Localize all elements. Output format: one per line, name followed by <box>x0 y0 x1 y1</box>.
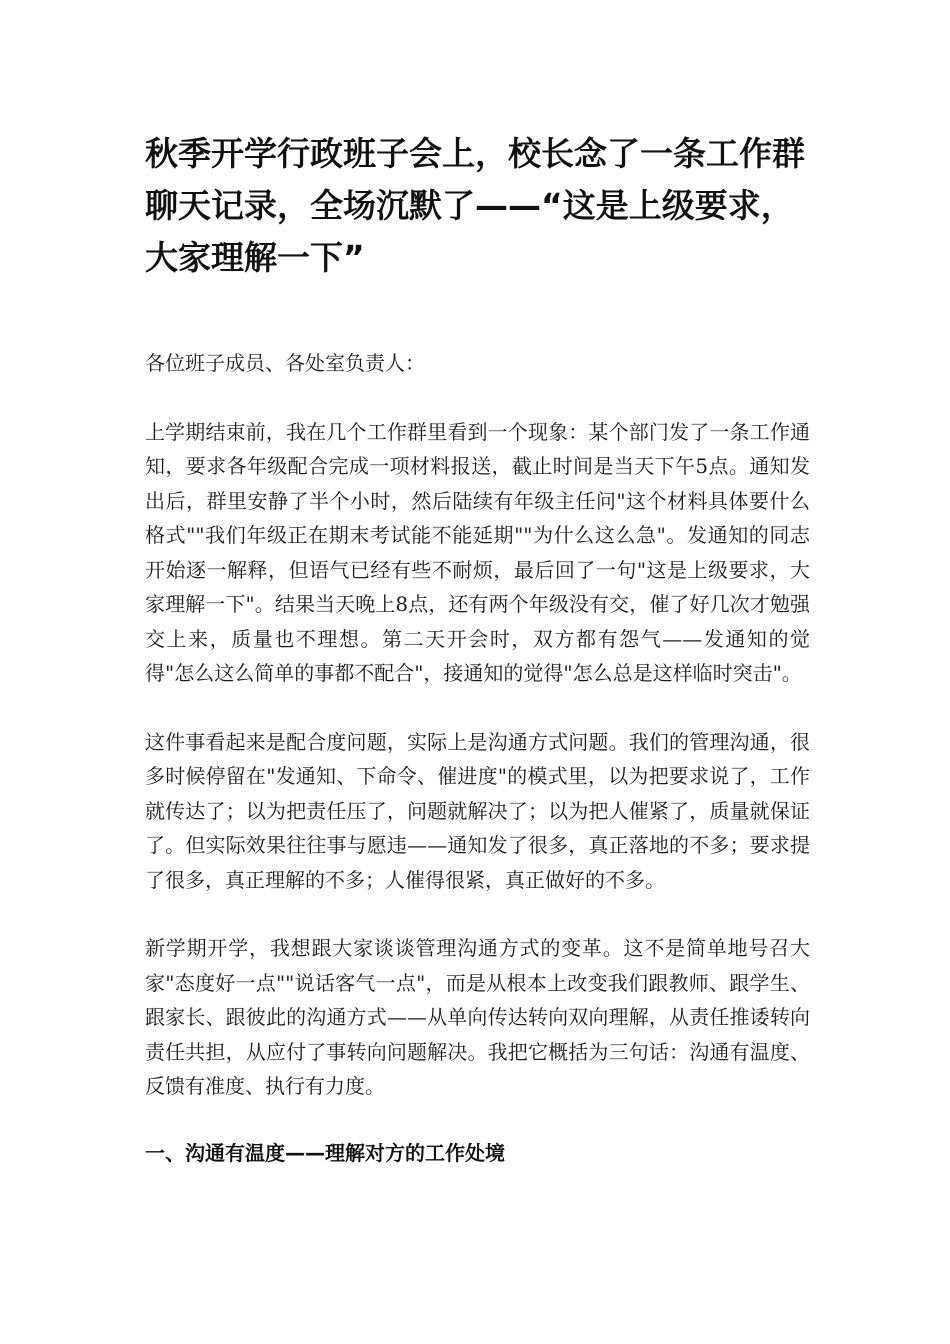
paragraph-3: 新学期开学，我想跟大家谈谈管理沟通方式的变革。这不是简单地号召大家"态度好一点""说话客气一点"，而是从根本上改变我们跟教师、跟学生、跟家长、跟彼此的沟通方式——从单向传达转向双向理解，从责任推诿转向责任共担，从应付了事转向问题解决。我把它概括为三句话：沟通有温度、反馈有准度、执行有力度。 <box>145 936 810 1098</box>
document-title: 秋季开学行政班子会上，校长念了一条工作群聊天记录，全场沉默了——“这是上级要求，大家理解一下” <box>145 134 805 277</box>
salutation: 各位班子成员、各处室负责人： <box>145 351 425 375</box>
paragraph-2: 这件事看起来是配合度问题，实际上是沟通方式问题。我们的管理沟通，很多时候停留在"发通知、下命令、催进度"的模式里，以为把要求说了，工作就传达了；以为把责任压了，问题就解决了；以为把人催紧了，质量就保证了。但实际效果往往事与愿违——通知发了很多，真正落地的不多；要求提了很多，真正理解的不多；人催得很紧，真正做好的不多。 <box>145 729 810 892</box>
section-heading: 一、沟通有温度——理解对方的工作处境 <box>145 1140 505 1165</box>
document-page <box>145 128 810 1170</box>
paragraph-1: 上学期结束前，我在几个工作群里看到一个现象：某个部门发了一条工作通知，要求各年级配合完成一项材料报送，截止时间是当天下午5点。通知发出后，群里安静了半个小时，然后陆续有年级主任问"这个材料具体要什么格式""我们年级正在期末考试能不能延期""为什么这么急"。发通知的同志开始逐一解释，但语气已经有些不耐烦，最后回了一句"这是上级要求，大家理解一下"。结果当天晚上8点，还有两个年级没有交，催了好几次才勉强交上来，质量也不理想。第二天开会时，双方都有怨气——发通知的觉得"怎么这么简单的事都不配合"，接通知的觉得"怎么总是这样临时突击"。 <box>145 419 810 685</box>
